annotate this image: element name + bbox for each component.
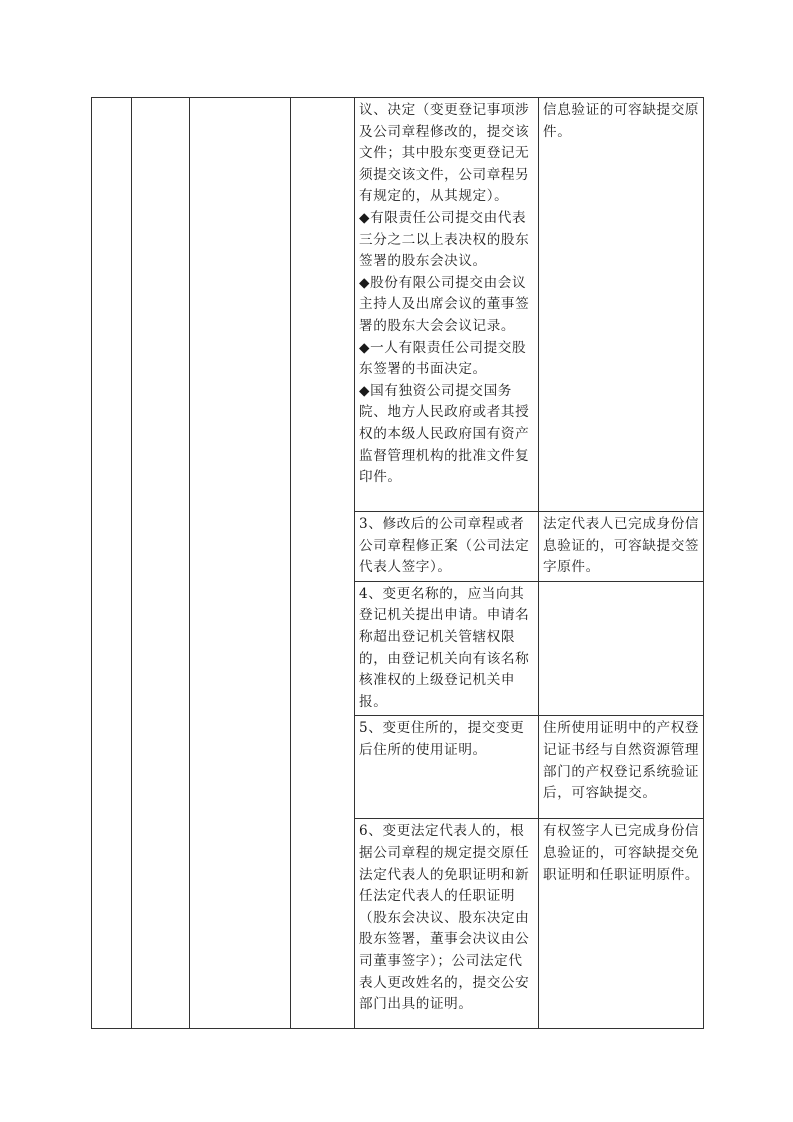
requirement-cell — [355, 716, 539, 819]
requirement-text: 议、决定（变更登记事项涉及公司章程修改的，提交该文件；其中股东变更登记无须提交该文件，公司章程另有规定的，从其规定）。 — [359, 102, 530, 205]
diamond-bullet-icon: ◆ — [359, 274, 371, 291]
bullet-text: 一人有限责任公司提交股东签署的书面决定。 — [359, 339, 527, 378]
bullet-text: 有限责任公司提交由代表三分之二以上表决权的股东签署的股东会决议。 — [359, 209, 530, 270]
requirement-text: 4、变更名称的，应当向其登记机关提出申请。申请名称超出登记机关管辖权限的，由登记机关向有该名称核准权的上级登记机关申报。 — [359, 585, 530, 710]
note-cell — [539, 819, 704, 1029]
item-cell — [190, 98, 291, 1029]
note-cell — [539, 716, 704, 819]
requirement-cell — [355, 98, 539, 512]
bullet-item — [359, 381, 535, 489]
index-cell — [92, 98, 132, 1029]
diamond-bullet-icon: ◆ — [359, 209, 371, 226]
sub-item-cell — [291, 98, 355, 1029]
requirement-text: 6、变更法定代表人的，根据公司章程的规定提交原任法定代表人的免职证明和新任法定代表人的任职证明（股东会决议、股东决定由股东签署，董事会决议由公司董事签字）；公司法定代表人更改姓名的，提交公安部门出具的证明。 — [359, 823, 530, 1013]
note-text: 信息验证的可容缺提交原件。 — [543, 102, 700, 140]
requirement-cell — [355, 581, 539, 716]
bullet-item — [359, 208, 535, 273]
note-cell — [539, 98, 704, 512]
note-text: 住所使用证明中的产权登记证书经与自然资源管理部门的产权登记系统验证后，可容缺提交。 — [543, 720, 700, 802]
diamond-bullet-icon: ◆ — [359, 339, 371, 356]
note-text: 有权签字人已完成身份信息验证的，可容缺提交免职证明和任职证明原件。 — [543, 823, 700, 883]
table-row — [92, 98, 704, 512]
diamond-bullet-icon: ◆ — [359, 382, 371, 399]
note-text: 法定代表人已完成身份信息验证的，可容缺提交签字原件。 — [543, 516, 700, 576]
requirement-cell — [355, 512, 539, 582]
bullet-item — [359, 338, 535, 381]
requirement-text: 3、修改后的公司章程或者公司章程修正案（公司法定代表人签字）。 — [359, 516, 530, 576]
materials-table — [91, 97, 704, 1029]
bullet-text: 国有独资公司提交国务院、地方人民政府或者其授权的本级人民政府国有资产监督管理机构的批准文件复印件。 — [359, 382, 530, 486]
note-cell — [539, 581, 704, 716]
bullet-item — [359, 273, 535, 338]
requirement-text: 5、变更住所的，提交变更后住所的使用证明。 — [359, 720, 525, 758]
bullet-text: 股份有限公司提交由会议主持人及出席会议的董事签署的股东大会会议记录。 — [359, 274, 530, 334]
requirement-cell — [355, 819, 539, 1029]
category-cell — [132, 98, 190, 1029]
note-cell — [539, 512, 704, 582]
